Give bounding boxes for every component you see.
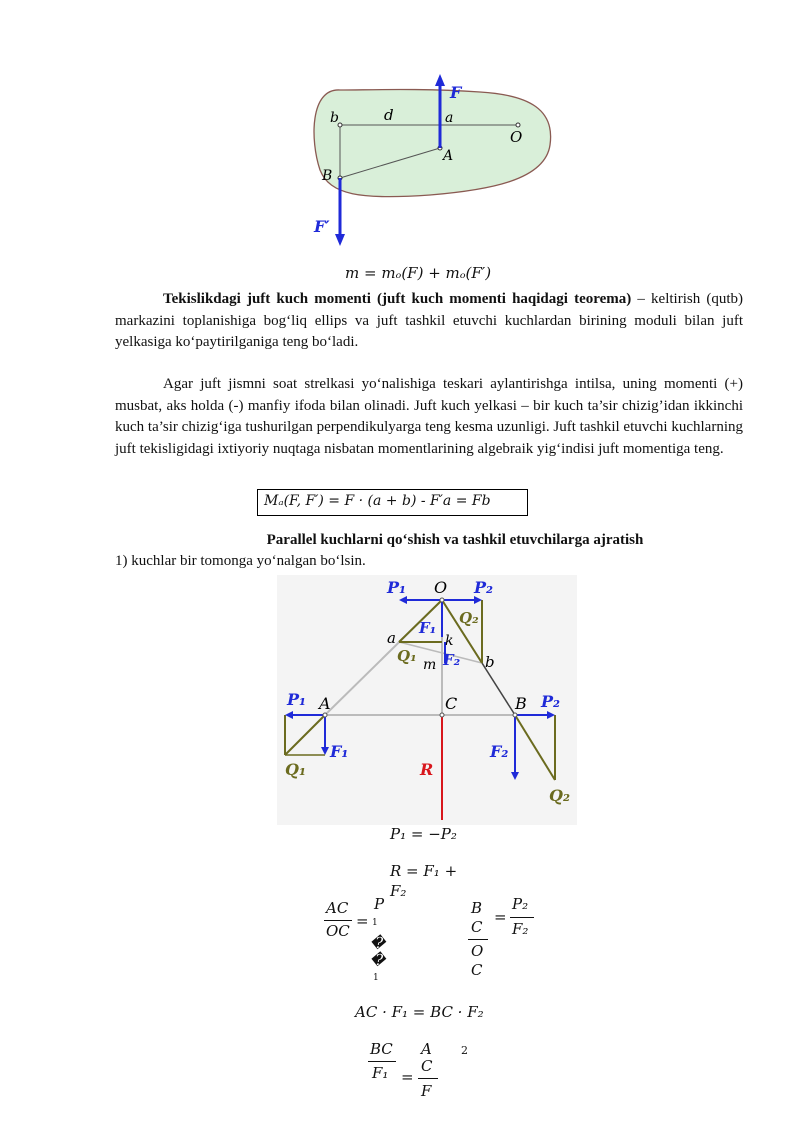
equation-P1-P2: P₁ = −P₂ (390, 825, 457, 843)
frac-AC: AC (326, 899, 349, 917)
frac-C-2: C (421, 1057, 433, 1075)
frac-C: C (471, 918, 483, 936)
label-R: R (420, 760, 434, 779)
point-B-2 (513, 713, 517, 717)
frac-BC-2-bar (368, 1061, 396, 1062)
frac-C2: C (471, 961, 483, 979)
parallel-forces-figure (277, 575, 577, 825)
label-F: F (450, 83, 462, 102)
theorem-text: – keltirish (qutb) markazini toplanishiga bog‘liq ellips va juft tashkil etuvchi kuchlardan birining moduli bilan juft yelkasiga ko‘paytirilganiga teng bo‘ladi. (115, 291, 743, 350)
label-F1-top: F₁ (419, 619, 437, 637)
label-d: d (384, 106, 394, 124)
frac-AC-bar (324, 920, 352, 921)
label-P2-top: P₂ (474, 578, 494, 597)
frac-one-top: 1 (372, 918, 378, 928)
list-item-1: 1) kuchlar bir tomonga yo‘nalgan bo‘lsin. (115, 553, 366, 569)
frac-P2-bar (510, 917, 534, 918)
garbled-glyph-1: � (370, 934, 386, 952)
label-O-2: O (434, 578, 448, 597)
force-F-prime-arrowhead (335, 234, 345, 246)
equation-moment-balance: AC · F₁ = BC · F₂ (355, 1003, 484, 1021)
label-P1-left: P₁ (287, 690, 307, 709)
point-O-2 (440, 598, 444, 602)
superscript-2: 2 (461, 1044, 468, 1057)
eq3-equals-left: = (356, 912, 369, 930)
frac-OC: OC (326, 922, 350, 940)
frac-F1-2: F₁ (372, 1064, 389, 1082)
label-Q2-top: Q₂ (459, 609, 479, 627)
garbled-glyph-2: � (370, 951, 386, 969)
label-F2-top: F₂ (443, 651, 461, 669)
point-A-2 (323, 713, 327, 717)
paragraph-theorem (115, 289, 743, 354)
equation-R-part2: F₂ (390, 882, 407, 900)
label-P2-right: P₂ (541, 692, 561, 711)
label-b-2: b (485, 653, 495, 671)
frac-F2: F₂ (512, 920, 529, 938)
label-A-2: A (319, 694, 331, 713)
frac-A-2: A (421, 1040, 432, 1058)
label-O: O (510, 128, 523, 146)
force-F-arrowhead (435, 74, 445, 86)
frac-P-top: P (374, 895, 385, 913)
label-Q1-left: Q₁ (285, 760, 306, 779)
paragraph-sign-rule: Agar juft jismni soat strelkasi yo‘nalishiga teskari aylantirishga intilsa, uning momenti (+) musbat, aks holda (-) manfiy ifoda bilan olinadi. Juft kuch yelkasi – bir kuch ta’sir chizig’idan ikkinchi kuch ta’sir chizig‘iga tushurilgan perpendikulyarga teng kesma uzunligi. Juft tashkil etuvchi kuchlarning juft tekisligidagi ixtiyoriy nuqtaga nisbatan momentlarining algebraik yig‘indisi juft momentiga teng. (115, 376, 743, 457)
label-F-prime: F′ (314, 217, 330, 236)
label-B: B (322, 168, 333, 184)
boxed-formula: Mₐ(F, F′) = F · (a + b) - F′a = Fb (257, 489, 528, 516)
point-C (440, 713, 444, 717)
formula-moment: m = mₒ(F) + mₒ(F′) (345, 264, 492, 282)
label-Q2-right: Q₂ (549, 786, 570, 805)
label-m: m (423, 657, 437, 673)
frac-F-2: F (421, 1082, 432, 1100)
label-C: C (445, 694, 458, 713)
label-B-2: B (515, 694, 527, 713)
frac-BC-2: BC (370, 1040, 393, 1058)
frac-O: O (471, 942, 484, 960)
frac-AC-2-bar (418, 1078, 438, 1079)
eq3-equals-right: = (494, 908, 507, 926)
frac-P2: P₂ (512, 895, 529, 913)
equation-R-part1: R = F₁ + (390, 862, 458, 880)
label-a-2: a (387, 629, 396, 647)
label-P1-top: P₁ (387, 578, 407, 597)
point-O (516, 123, 520, 127)
label-Q1-top: Q₁ (397, 647, 417, 665)
couple-figure (300, 70, 560, 250)
frac-BC-bar (468, 939, 488, 940)
eq5-equals: = (401, 1068, 414, 1086)
label-A: A (443, 148, 454, 164)
label-k: k (445, 633, 454, 649)
frac-one-bot: 1 (373, 973, 379, 983)
label-F1-left: F₁ (330, 742, 349, 761)
label-a: a (445, 110, 454, 126)
section-heading: Parallel kuchlarni qo‘shish va tashkil etuvchilarga ajratish (266, 532, 644, 548)
label-b: b (330, 110, 339, 126)
label-F2-right: F₂ (490, 742, 509, 761)
frac-B: B (471, 899, 483, 917)
theorem-title: Tekislikdagi juft kuch momenti (juft kuch momenti haqidagi teorema) (163, 291, 632, 307)
